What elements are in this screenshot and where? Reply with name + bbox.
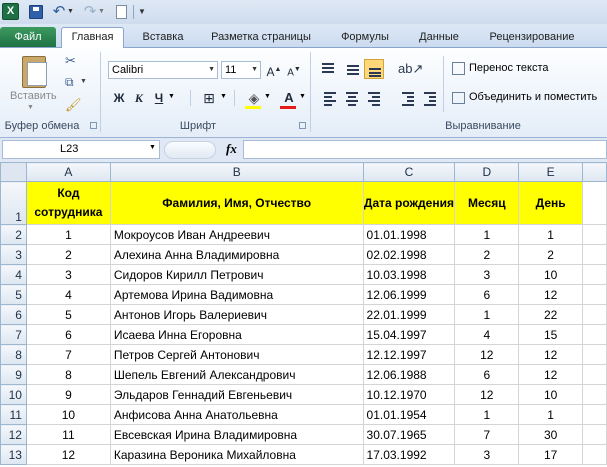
font-launcher-icon[interactable] [299,122,306,129]
cell-birth-date[interactable]: 12.06.1988 [363,365,455,385]
paste-dropdown-icon[interactable]: ▼ [27,104,34,111]
tab-home[interactable]: Главная [61,27,124,48]
cell-full-name[interactable]: Сидоров Кирилл Петрович [110,265,363,285]
insert-function-icon[interactable]: fx [226,141,237,156]
cell-day[interactable]: 1 [519,405,583,425]
ribbon-home [0,48,607,138]
column-header-f[interactable] [583,163,607,182]
underline-button[interactable]: Ч [154,91,164,105]
cell-full-name[interactable]: Шепель Евгений Александрович [110,365,363,385]
align-middle-icon[interactable] [343,59,363,79]
cell-birth-date[interactable]: 17.03.1992 [363,445,455,465]
tab-insert[interactable]: Вставка [142,31,184,43]
cell-month[interactable]: 7 [455,425,519,445]
column-header-a[interactable]: A [26,163,110,182]
divider [190,90,191,106]
cell-day[interactable]: 2 [519,245,583,265]
font-color-swatch [280,106,296,109]
tab-formulas[interactable]: Формулы [341,31,389,43]
cell-employee-code[interactable]: 10 [26,405,110,425]
font-color-dropdown-icon[interactable]: ▼ [299,93,306,100]
clipboard-group-label: Буфер обмена [4,120,80,132]
excel-app-icon[interactable]: X [2,3,19,20]
empty-cell[interactable] [583,445,607,465]
save-icon[interactable] [29,5,43,19]
cell-month[interactable]: 3 [455,265,519,285]
table-row [1,385,607,405]
cell-day[interactable]: 12 [519,285,583,305]
customize-toolbar-icon[interactable]: ▼ [138,7,146,16]
header-cell-birth-date[interactable]: Дата рождения [363,182,455,225]
bold-button[interactable]: Ж [113,91,125,105]
wrap-text-icon[interactable] [452,62,465,75]
empty-cell[interactable] [583,365,607,385]
undo-icon[interactable]: ↶ [52,3,66,20]
header-cell-month[interactable]: Месяц [455,182,519,225]
merge-center-icon[interactable] [452,92,465,104]
paste-button[interactable]: Вставить [10,90,57,102]
empty-cell[interactable] [583,225,607,245]
cell-month[interactable]: 6 [455,365,519,385]
cell-month[interactable]: 12 [455,385,519,405]
cell-full-name[interactable]: Артемова Ирина Вадимовна [110,285,363,305]
row-header[interactable]: 9 [1,365,27,385]
tab-review[interactable]: Рецензирование [489,31,575,43]
align-right-icon[interactable] [364,88,384,108]
format-painter-icon[interactable]: 🖌 [65,97,82,112]
new-document-icon[interactable] [116,5,127,19]
fill-color-icon[interactable]: ◈ [248,90,260,106]
cell-employee-code[interactable]: 7 [26,345,110,365]
underline-dropdown-icon[interactable]: ▼ [168,93,175,100]
row-header[interactable]: 1 [1,182,27,225]
font-name-select[interactable] [108,61,218,79]
cell-month[interactable]: 6 [455,285,519,305]
cell-employee-code[interactable]: 5 [26,305,110,325]
name-box-dropdown-icon[interactable]: ▼ [149,144,156,151]
empty-cell[interactable] [583,425,607,445]
cell-full-name[interactable]: Алехина Анна Владимировна [110,245,363,265]
row-header[interactable]: 8 [1,345,27,365]
align-left-icon[interactable] [320,88,340,108]
cell-employee-code[interactable]: 1 [26,225,110,245]
select-all-corner[interactable] [1,163,27,182]
table-row [1,225,607,245]
table-row [1,365,607,385]
formula-bar-splitter[interactable] [164,141,216,159]
cell-full-name[interactable]: Эльдаров Геннадий Евгеньевич [110,385,363,405]
row-header[interactable]: 4 [1,265,27,285]
merge-center-button[interactable]: Объединить и поместить [469,91,598,103]
table-row [1,445,607,465]
row-header[interactable]: 11 [1,405,27,425]
fill-color-dropdown-icon[interactable]: ▼ [264,93,271,100]
empty-cell[interactable] [583,305,607,325]
table-row [1,325,607,345]
cell-birth-date[interactable]: 01.01.1998 [363,225,455,245]
column-header-c[interactable]: C [363,163,455,182]
column-header-e[interactable]: E [519,163,583,182]
cell-birth-date[interactable]: 01.01.1954 [363,405,455,425]
tab-data[interactable]: Данные [419,31,459,43]
undo-dropdown-icon[interactable]: ▼ [67,8,74,15]
row-header[interactable]: 3 [1,245,27,265]
cut-icon[interactable]: ✂ [65,53,76,68]
font-color-button[interactable]: А [284,90,294,105]
align-bottom-icon[interactable] [364,59,384,79]
cell-birth-date[interactable]: 30.07.1965 [363,425,455,445]
empty-cell[interactable] [583,245,607,265]
cell-birth-date[interactable]: 10.12.1970 [363,385,455,405]
cell-day[interactable]: 12 [519,345,583,365]
table-row [1,245,607,265]
group-divider [100,52,101,132]
cell-day[interactable]: 12 [519,365,583,385]
group-divider [310,52,311,132]
grow-font-icon[interactable]: A▲ [266,65,282,79]
italic-button[interactable]: К [134,91,144,105]
cell-employee-code[interactable]: 8 [26,365,110,385]
cell-birth-date[interactable]: 02.02.1998 [363,245,455,265]
cell-day[interactable]: 22 [519,305,583,325]
table-row [1,345,607,365]
cell-employee-code[interactable]: 4 [26,285,110,305]
text-orientation-icon[interactable]: ab↗ [398,61,424,76]
increase-indent-icon[interactable] [420,88,440,108]
cell-full-name[interactable]: Анфисова Анна Анатольевна [110,405,363,425]
divider [443,56,444,112]
empty-cell[interactable] [583,385,607,405]
row-header[interactable]: 6 [1,305,27,325]
font-name-value: Calibri [112,64,144,76]
cell-employee-code[interactable]: 12 [26,445,110,465]
cell-birth-date[interactable]: 12.12.1997 [363,345,455,365]
cell-full-name[interactable]: Евсевская Ирина Владимировна [110,425,363,445]
ribbon-tabs [0,24,607,48]
paste-sheet-icon[interactable] [27,62,47,86]
cell-full-name[interactable]: Исаева Инна Егоровна [110,325,363,345]
cell-day[interactable]: 15 [519,325,583,345]
empty-cell[interactable] [583,285,607,305]
cell-month[interactable]: 1 [455,305,519,325]
cell-day[interactable]: 17 [519,445,583,465]
cell-employee-code[interactable]: 2 [26,245,110,265]
cell-day[interactable]: 10 [519,265,583,285]
chevron-down-icon: ▼ [251,66,258,73]
table-row [1,425,607,445]
copy-icon[interactable]: ⧉ [65,75,74,89]
cell-full-name[interactable]: Каразина Вероника Михайловна [110,445,363,465]
empty-cell[interactable] [583,345,607,365]
align-center-icon[interactable] [342,88,362,108]
table-row [1,405,607,425]
toolbar-divider [133,5,134,19]
decrease-indent-icon[interactable] [398,88,418,108]
tab-page-layout[interactable]: Разметка страницы [211,31,311,43]
font-size-select[interactable] [221,61,261,79]
table-row [1,285,607,305]
cell-full-name[interactable]: Антонов Игорь Валериевич [110,305,363,325]
redo-icon[interactable]: ↷ [83,3,97,20]
cell-birth-date[interactable]: 10.03.1998 [363,265,455,285]
header-cell-full-name[interactable]: Фамилия, Имя, Отчество [110,182,363,225]
divider [234,90,235,106]
cell-day[interactable]: 1 [519,225,583,245]
cell-full-name[interactable]: Петров Сергей Антонович [110,345,363,365]
row-header[interactable]: 10 [1,385,27,405]
chevron-down-icon: ▼ [208,66,215,73]
borders-icon[interactable]: ⊞ [203,90,215,106]
align-top-icon[interactable] [318,59,338,79]
table-row [1,265,607,285]
row-header[interactable]: 12 [1,425,27,445]
cell-employee-code[interactable]: 11 [26,425,110,445]
cell-month[interactable]: 1 [455,405,519,425]
font-size-value: 11 [225,64,237,76]
cell-birth-date[interactable]: 22.01.1999 [363,305,455,325]
tab-file[interactable]: Файл [0,27,56,47]
cell-employee-code[interactable]: 6 [26,325,110,345]
cell-full-name[interactable]: Мокроусов Иван Андреевич [110,225,363,245]
row-header[interactable]: 7 [1,325,27,345]
copy-dropdown-icon[interactable]: ▼ [80,78,87,85]
alignment-group-label: Выравнивание [445,120,521,132]
cell-birth-date[interactable]: 15.04.1997 [363,325,455,345]
empty-cell[interactable] [583,405,607,425]
font-group-label: Шрифт [179,120,217,132]
row-header[interactable]: 13 [1,445,27,465]
quick-access-toolbar [0,0,607,24]
worksheet-grid [0,162,607,467]
cell-month[interactable]: 4 [455,325,519,345]
empty-cell[interactable] [583,325,607,345]
cell-month[interactable]: 3 [455,445,519,465]
header-cell-day[interactable]: День [519,182,583,225]
redo-dropdown-icon[interactable]: ▼ [98,8,105,15]
formula-input[interactable] [243,140,607,159]
row-header[interactable]: 5 [1,285,27,305]
fill-color-swatch [245,106,261,109]
cell-employee-code[interactable]: 9 [26,385,110,405]
wrap-text-button[interactable]: Перенос текста [469,62,549,74]
column-header-d[interactable]: D [455,163,519,182]
cell-month[interactable]: 12 [455,345,519,365]
formula-bar [0,138,607,162]
cell-month[interactable]: 2 [455,245,519,265]
header-cell-employee-code[interactable]: Код сотрудника [26,182,110,225]
cell-month[interactable]: 1 [455,225,519,245]
cell-employee-code[interactable]: 3 [26,265,110,285]
clipboard-launcher-icon[interactable] [90,122,97,129]
row-header[interactable]: 2 [1,225,27,245]
cell-day[interactable]: 30 [519,425,583,445]
column-header-b[interactable]: B [110,163,363,182]
cell-day[interactable]: 10 [519,385,583,405]
table-row [1,305,607,325]
name-box[interactable]: L23 [2,140,160,159]
empty-cell[interactable] [583,182,607,225]
borders-dropdown-icon[interactable]: ▼ [220,93,227,100]
cell-birth-date[interactable]: 12.06.1999 [363,285,455,305]
empty-cell[interactable] [583,265,607,285]
shrink-font-icon[interactable]: A▼ [287,66,301,79]
